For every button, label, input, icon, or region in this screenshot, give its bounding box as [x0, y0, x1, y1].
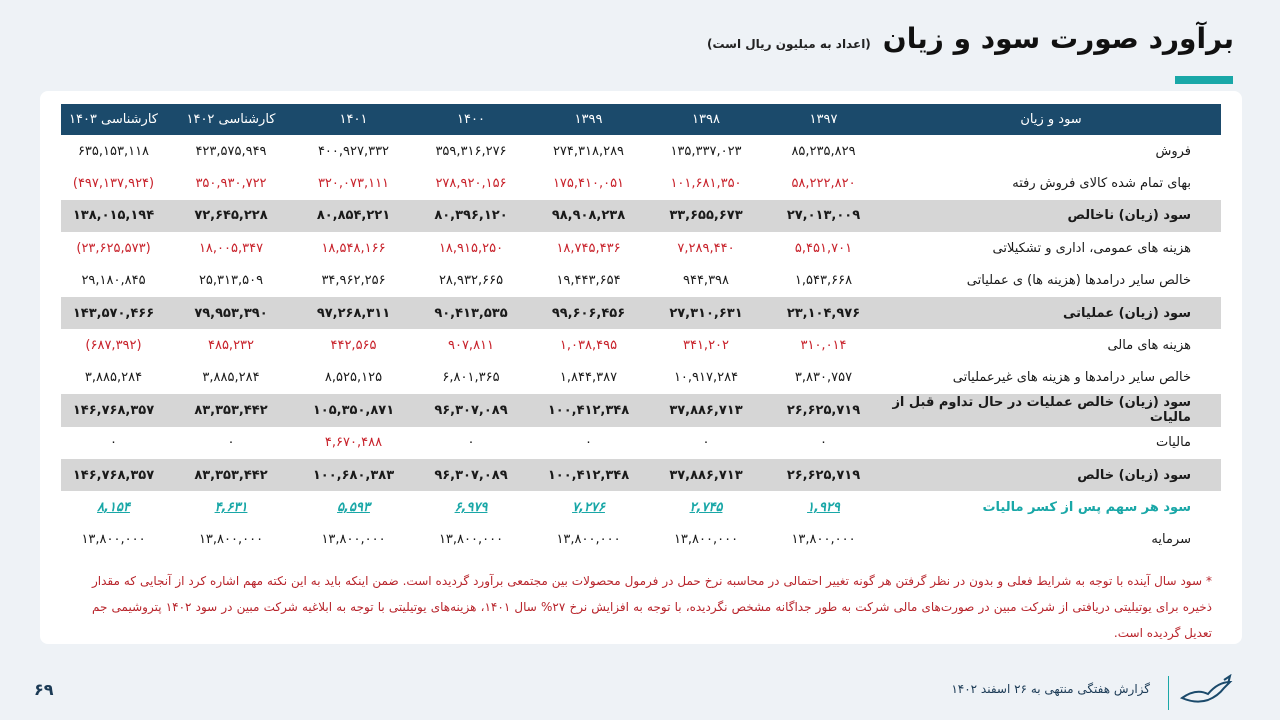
cell-value: ۵,۴۵۱,۷۰۱ [794, 240, 853, 256]
cell-value: ۱۳۵,۳۳۷,۰۲۳ [670, 143, 742, 159]
table-row [61, 265, 1221, 297]
cell-value: ۳۷,۸۸۶,۷۱۳ [646, 459, 766, 491]
cell-value: ۷۲,۶۴۵,۲۲۸ [166, 200, 296, 232]
column-header: ۱۳۹۸ [646, 104, 766, 135]
table-row [61, 232, 1221, 264]
cell-value: ۳۴,۹۶۲,۲۵۶ [321, 273, 386, 289]
income-statement-table [61, 104, 1221, 556]
row-label: خالص سایر درامدها و هزینه های غیرعملیاتی [952, 370, 1191, 386]
cell-value: ۱۸,۵۴۸,۱۶۶ [321, 240, 386, 256]
cell-value: ۷,۲۸۹,۴۴۰ [677, 240, 735, 256]
row-label: هزینه های مالی [1107, 338, 1191, 354]
cell-value: ۱۳,۸۰۰,۰۰۰ [321, 532, 386, 548]
page-header [707, 22, 1234, 55]
cell-value: ۰ [702, 435, 710, 451]
cell-value: ۱۸,۹۱۵,۲۵۰ [438, 240, 504, 256]
title-accent-bar [1175, 76, 1233, 84]
table-row [61, 524, 1221, 556]
cell-value: ۹۰۷,۸۱۱ [447, 338, 495, 354]
column-header: کارشناسی ۱۴۰۲ [166, 104, 296, 135]
cell-value: ۳۱۰,۰۱۴ [800, 338, 847, 354]
cell-value: ۱۰۰,۶۸۰,۳۸۳ [296, 459, 411, 491]
cell-value: ۱۳,۸۰۰,۰۰۰ [673, 532, 739, 548]
cell-value: ۲۹,۱۸۰,۸۴۵ [81, 273, 146, 289]
content-card [40, 91, 1242, 644]
column-header: ۱۴۰۱ [296, 104, 411, 135]
table-header-row [61, 104, 1221, 135]
cell-value: ۰ [227, 435, 235, 451]
cell-value: ۳۳,۶۵۵,۶۷۳ [646, 200, 766, 232]
cell-value: ۱,۹۲۹ [807, 499, 840, 515]
cell-value: ۶,۹۷۹ [454, 499, 488, 515]
table-row [61, 427, 1221, 459]
cell-value: ۹۰,۴۱۳,۵۳۵ [411, 297, 531, 329]
cell-value: ۱۴۶,۷۶۸,۳۵۷ [61, 394, 166, 426]
cell-value: ۸۰,۳۹۶,۱۲۰ [411, 200, 531, 232]
cell-value: ۱۷۵,۴۱۰,۰۵۱ [552, 176, 625, 192]
cell-value: (۴۹۷,۱۳۷,۹۲۴) [72, 176, 155, 192]
cell-value: ۱۳,۸۰۰,۰۰۰ [81, 532, 146, 548]
row-label: سود (زیان) عملیاتی [881, 297, 1221, 329]
cell-value: ۶۳۵,۱۵۳,۱۱۸ [77, 143, 150, 159]
footnote: * سود سال آینده با توجه به شرایط فعلی و بدون در نظر گرفتن هر گونه تغییر احتمالی در محاسبه نرخ حمل در فرمول محصولات بین مجتمعی برآورد گردیده است. ضمن اینکه باید به این نکته مهم اشاره کرد از آنجایی که مقدار ذخیره برای یوتیلیتی دریافتی از شرکت مبین در صورت‌های مالی شرکت به طور جداگانه مشخص نگردیده، با توجه به افزایش نرخ ۲۷% سال ۱۴۰۱، هزینه‌های یوتیلیتی با توجه به ابلاغیه شرکت مبین در سود ۱۴۰۲ پتروشیمی جم تعدیل گردیده است. [92, 574, 1212, 640]
cell-value: ۳,۸۸۵,۲۸۴ [84, 370, 143, 386]
cell-value: ۲۸,۹۳۲,۶۶۵ [438, 273, 504, 289]
table-row [61, 362, 1221, 394]
cell-value: ۹۸,۹۰۸,۲۳۸ [531, 200, 646, 232]
cell-value: ۳,۸۸۵,۲۸۴ [202, 370, 260, 386]
company-logo [1178, 674, 1234, 708]
cell-value: ۰ [585, 435, 592, 451]
cell-value: ۴,۶۳۱ [214, 499, 248, 515]
row-label: سود (زیان) خالص [881, 459, 1221, 491]
page-title: برآورد صورت سود و زیان [882, 22, 1234, 55]
cell-value: ۱۰۵,۳۵۰,۸۷۱ [296, 394, 411, 426]
column-header: ۱۳۹۷ [766, 104, 881, 135]
cell-value: ۱۳,۸۰۰,۰۰۰ [556, 532, 621, 548]
cell-value: ۳۷,۸۸۶,۷۱۳ [646, 394, 766, 426]
page-number: ۶۹ [34, 680, 54, 699]
cell-value: ۸۰,۸۵۴,۲۲۱ [296, 200, 411, 232]
cell-value: ۸۳,۳۵۳,۴۴۲ [166, 459, 296, 491]
cell-value: ۹۷,۲۶۸,۳۱۱ [296, 297, 411, 329]
cell-value: ۷۹,۹۵۳,۳۹۰ [166, 297, 296, 329]
footer-report-title: گزارش هفتگی منتهی به ۲۶ اسفند ۱۴۰۲ [951, 682, 1150, 696]
row-label: بهای تمام شده کالای فروش رفته [1012, 176, 1191, 192]
table-row [61, 491, 1221, 523]
cell-value: ۲۷۸,۹۲۰,۱۵۶ [435, 176, 507, 192]
cell-value: ۳۵۹,۳۱۶,۲۷۶ [435, 143, 507, 159]
cell-value: ۸,۵۲۵,۱۲۵ [324, 370, 383, 386]
cell-value: ۳,۸۳۰,۷۵۷ [794, 370, 853, 386]
cell-value: ۲۵,۳۱۳,۵۰۹ [198, 273, 264, 289]
cell-value: (۶۸۷,۳۹۲) [85, 338, 142, 354]
row-label: سود هر سهم پس از کسر مالیات [982, 499, 1191, 515]
cell-value: ۱۰,۹۱۷,۲۸۴ [673, 370, 739, 386]
row-label: سود (زیان) ناخالص [881, 200, 1221, 232]
cell-value: ۳۴۱,۲۰۲ [682, 338, 730, 354]
cell-value: ۴۰۰,۹۲۷,۳۳۲ [317, 143, 390, 159]
cell-value: ۲۷۴,۳۱۸,۲۸۹ [552, 143, 625, 159]
column-header: ۱۴۰۰ [411, 104, 531, 135]
cell-value: ۲۶,۶۲۵,۷۱۹ [766, 394, 881, 426]
cell-value: ۱,۸۴۴,۳۸۷ [559, 370, 618, 386]
cell-value: ۱۳,۸۰۰,۰۰۰ [198, 532, 264, 548]
table-row [61, 297, 1221, 329]
cell-value: ۷,۲۷۶ [572, 499, 605, 515]
cell-value: ۴,۶۷۰,۴۸۸ [324, 435, 383, 451]
cell-value: ۵۸,۲۲۲,۸۲۰ [791, 176, 856, 192]
row-label: سرمایه [1151, 532, 1191, 548]
cell-value: ۹۶,۳۰۷,۰۸۹ [411, 394, 531, 426]
cell-value: ۱۰۱,۶۸۱,۳۵۰ [670, 176, 742, 192]
cell-value: ۱۳۸,۰۱۵,۱۹۴ [61, 200, 166, 232]
footer-divider [1168, 676, 1169, 710]
row-label: سود (زیان) خالص عملیات در حال تداوم قبل از مالیات [881, 394, 1221, 426]
table-row [61, 135, 1221, 167]
cell-value: ۵,۵۹۳ [337, 499, 370, 515]
cell-value: ۸,۱۵۴ [97, 499, 130, 515]
cell-value: ۱۹,۴۴۳,۶۵۴ [556, 273, 621, 289]
table-row [61, 329, 1221, 361]
cell-value: ۳۲۰,۰۷۳,۱۱۱ [317, 176, 390, 192]
cell-value: (۲۳,۶۲۵,۵۷۳) [76, 240, 151, 256]
row-label: خالص سایر درامدها (هزینه ها) ی عملیاتی [966, 273, 1191, 289]
cell-value: ۲,۷۴۵ [689, 499, 723, 515]
cell-value: ۱۰۰,۴۱۲,۳۴۸ [531, 459, 646, 491]
row-label: هزینه های عمومی، اداری و تشکیلاتی [992, 240, 1191, 256]
cell-value: ۸۵,۲۳۵,۸۲۹ [791, 143, 856, 159]
table-row [61, 394, 1221, 426]
cell-value: ۲۷,۰۱۳,۰۰۹ [766, 200, 881, 232]
cell-value: ۱,۵۴۳,۶۶۸ [794, 273, 853, 289]
cell-value: ۱۳,۸۰۰,۰۰۰ [791, 532, 856, 548]
cell-value: ۳۵۰,۹۳۰,۷۲۲ [195, 176, 267, 192]
cell-value: ۹۹,۶۰۶,۴۵۶ [531, 297, 646, 329]
cell-value: ۴۲۳,۵۷۵,۹۴۹ [195, 143, 267, 159]
row-label: مالیات [1155, 435, 1191, 451]
cell-value: ۱۸,۰۰۵,۳۴۷ [198, 240, 264, 256]
cell-value: ۲۷,۳۱۰,۶۳۱ [646, 297, 766, 329]
column-header: سود و زیان [881, 104, 1221, 135]
cell-value: ۴۴۲,۵۶۵ [330, 338, 377, 354]
row-label: فروش [1155, 143, 1191, 159]
cell-value: ۰ [110, 435, 117, 451]
cell-value: ۰ [467, 435, 475, 451]
units-note: (اعداد به میلیون ریال است) [706, 37, 871, 51]
table-row [61, 167, 1221, 199]
table-row [61, 200, 1221, 232]
cell-value: ۴۸۵,۲۳۲ [207, 338, 255, 354]
cell-value: ۱,۰۳۸,۴۹۵ [559, 338, 618, 354]
cell-value: ۱۴۶,۷۶۸,۳۵۷ [61, 459, 166, 491]
cell-value: ۶,۸۰۱,۳۶۵ [442, 370, 500, 386]
cell-value: ۸۳,۳۵۳,۴۴۲ [166, 394, 296, 426]
cell-value: ۱۴۳,۵۷۰,۴۶۶ [61, 297, 166, 329]
cell-value: ۹۶,۳۰۷,۰۸۹ [411, 459, 531, 491]
cell-value: ۱۳,۸۰۰,۰۰۰ [438, 532, 504, 548]
cell-value: ۹۴۴,۳۹۸ [682, 273, 730, 289]
cell-value: ۰ [820, 435, 827, 451]
table-row [61, 459, 1221, 491]
cell-value: ۱۸,۷۴۵,۴۳۶ [556, 240, 621, 256]
column-header: کارشناسی ۱۴۰۳ [61, 104, 166, 135]
table-body [61, 135, 1221, 556]
cell-value: ۱۰۰,۴۱۲,۳۴۸ [531, 394, 646, 426]
cell-value: ۲۳,۱۰۴,۹۷۶ [766, 297, 881, 329]
column-header: ۱۳۹۹ [531, 104, 646, 135]
cell-value: ۲۶,۶۲۵,۷۱۹ [766, 459, 881, 491]
